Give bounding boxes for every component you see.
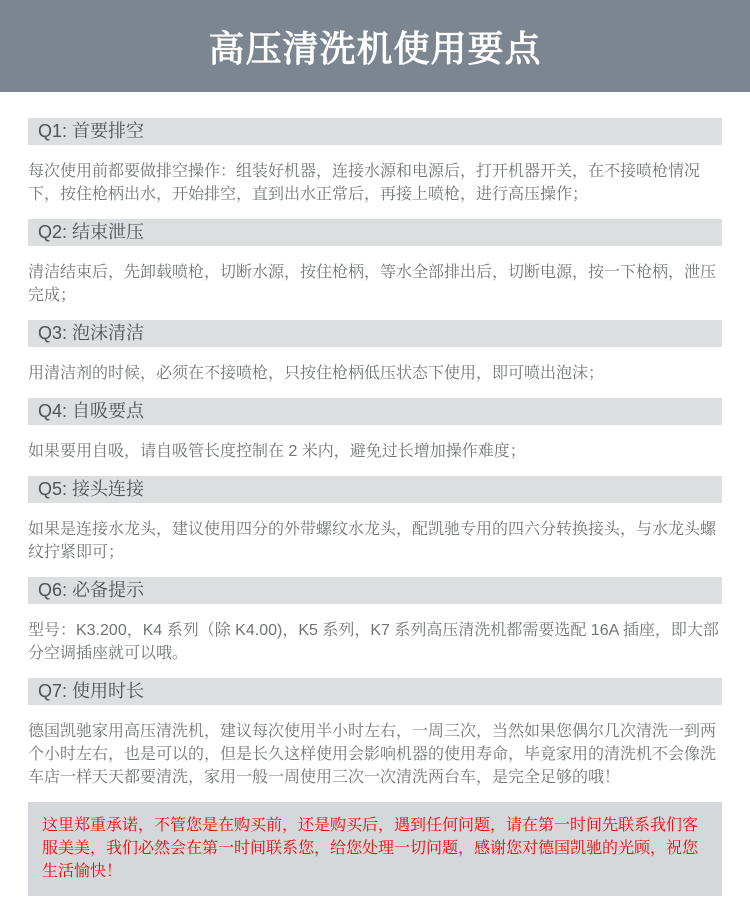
section-body-q4: 如果要用自吸，请自吸管长度控制在 2 米内，避免过长增加操作难度； (28, 443, 526, 460)
faq-section-q7 (28, 678, 722, 789)
page-title: 高压清洗机使用要点 (208, 27, 542, 69)
section-body-q7: 德国凯驰家用高压清洗机，建议每次使用半小时左右，一周三次，当然如果您偶尔几次清洗一到两个小时左右，也是可以的，但是长久这样使用会影响机器的使用寿命，毕竟家用的清洗机不会像洗车店一样天天都要清洗，家用一般一周使用三次一次清洗两台车，是完全足够的哦！ (28, 723, 717, 786)
faq-section-q5 (28, 476, 722, 564)
section-header-q3: Q3: 泡沫清洁 (28, 320, 722, 347)
faq-section-q6 (28, 577, 722, 665)
section-body-q5: 如果是连接水龙头，建议使用四分的外带螺纹水龙头，配凯驰专用的四六分转换接头，与水龙头螺纹拧紧即可； (28, 521, 717, 561)
faq-section-q3 (28, 320, 722, 385)
section-header-q6: Q6: 必备提示 (28, 577, 722, 604)
faq-content (28, 92, 722, 896)
section-header-q7: Q7: 使用时长 (28, 678, 722, 705)
service-promise-notice: 这里郑重承诺，不管您是在购买前，还是购买后，遇到任何问题，请在第一时间先联系我们客服美美，我们必然会在第一时间联系您，给您处理一切问题，感谢您对德国凯驰的光顾，祝您生活愉快！ (28, 802, 722, 896)
faq-section-q2 (28, 219, 722, 307)
section-header-q2: Q2: 结束泄压 (28, 219, 722, 246)
section-body-q3: 用清洁剂的时候，必须在不接喷枪，只按住枪柄低压状态下使用，即可喷出泡沫； (28, 365, 605, 382)
section-header-q4: Q4: 自吸要点 (28, 398, 722, 425)
faq-section-q1 (28, 118, 722, 206)
page-header-banner (0, 0, 750, 92)
section-body-q2: 清洁结束后，先卸载喷枪，切断水源，按住枪柄，等水全部排出后，切断电源，按一下枪柄，泄压完成； (28, 264, 717, 304)
section-body-q6: 型号：K3.200，K4 系列（除 K4.00)，K5 系列，K7 系列高压清洗机都需要选配 16A 插座，即大部分空调插座就可以哦。 (28, 622, 719, 662)
section-header-q5: Q5: 接头连接 (28, 476, 722, 503)
faq-section-q4 (28, 398, 722, 463)
section-header-q1: Q1: 首要排空 (28, 118, 722, 145)
section-body-q1: 每次使用前都要做排空操作：组装好机器，连接水源和电源后，打开机器开关，在不接喷枪情况下，按住枪柄出水，开始排空，直到出水正常后，再接上喷枪，进行高压操作； (28, 163, 701, 203)
